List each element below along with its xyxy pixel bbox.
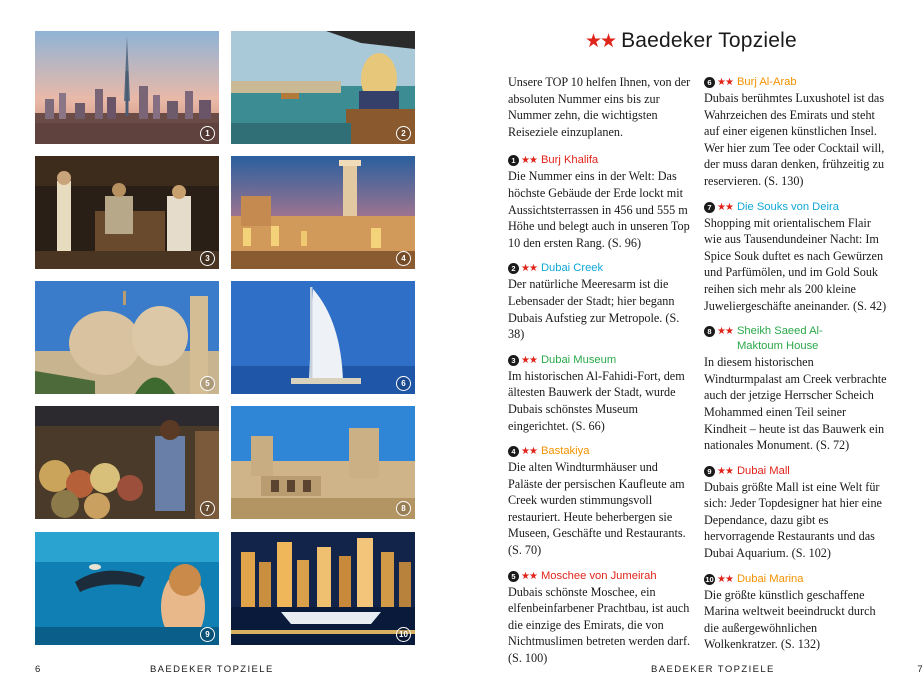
entry-description: Dubais schönste Moschee, ein elfenbeinfarbener Prachtbau, ist auch die einzige des Emirats, die von Nichtmuslimen betreten werden darf. (S. 100): [508, 584, 691, 666]
page-title: [585, 29, 797, 53]
photo-3-dubai-museum: [35, 156, 219, 269]
entry-description: Der natürliche Meeresarm ist die Lebensader der Stadt; hier begann Dubais Aufstieg zur Metropole. (S. 38): [508, 277, 680, 342]
page-title-text: Baedeker Topziele: [621, 29, 797, 52]
text-column-right: [704, 75, 890, 663]
photo-7-souks-deira: [35, 406, 219, 519]
entry-heading: [508, 444, 694, 459]
entry-description: Die Nummer eins in der Welt: Das höchste Gebäude der Erde lockt mit Aussichtsterrassen in 456 und 555 m Höhe und belegt auch in unseren Top 10 den ersten Rang. (S. 96): [508, 169, 690, 250]
entry-title: Dubai Creek: [540, 262, 604, 275]
photo-number-badge: 8: [396, 501, 411, 516]
star-rating-icon: ★★: [521, 446, 537, 458]
topziel-entry: [508, 261, 694, 342]
entry-description: Dubais berühmtes Luxushotel ist das Wahrzeichen des Emirats und steht auf einer eigenen künstlichen Insel. Wer hier zum Tee oder Cocktail will, der muss daran denken, frühzeitig zu reservieren. (S. 130): [704, 91, 885, 188]
topziel-entry: [704, 464, 890, 562]
entry-heading: [508, 569, 694, 584]
page-number-left: 6: [35, 664, 41, 675]
entry-title: Dubai Marina: [736, 572, 804, 585]
entry-number-badge: 1: [508, 155, 519, 166]
entry-heading: [704, 464, 890, 479]
entry-heading: [508, 261, 694, 276]
title-stars-icon: ★★: [585, 31, 616, 52]
footer-right: [651, 664, 923, 675]
entry-heading: [704, 75, 890, 90]
star-rating-icon: ★★: [521, 570, 537, 582]
star-rating-icon: ★★: [717, 77, 733, 88]
topziel-entry: [508, 353, 694, 434]
entry-number-badge: 3: [508, 355, 519, 366]
entry-title: Dubai Mall: [736, 464, 790, 477]
entry-number-badge: 2: [508, 263, 519, 274]
photo-number-badge: 1: [200, 126, 215, 141]
running-footer-right: BAEDEKER TOPZIELE: [651, 664, 775, 675]
star-rating-icon: ★★: [717, 201, 733, 213]
entry-title: Burj Al-Arab: [736, 76, 797, 88]
entry-description: Dubais größte Mall ist eine Welt für sich: Jeder Topdesigner hat hier eine Dependance, dazu gibt es hervorragende Restaurants und das Dubai Aquarium. (S. 102): [704, 479, 882, 561]
topziel-entry: [704, 572, 890, 653]
entry-description: In diesem historischen Windturmpalast am Creek verbrachte auch der jetzige Herrscher Scheich Mohammed einen Teil seiner Kindheit – heute ist das Bauwerk ein nationales Monument. (S. 72): [704, 355, 887, 453]
entry-number-badge: 10: [705, 574, 714, 584]
entry-number-badge: 4: [508, 446, 519, 457]
photo-number-badge: 5: [200, 376, 215, 391]
topziel-entry: [704, 200, 890, 315]
star-rating-icon: ★★: [717, 465, 733, 477]
star-rating-icon: ★★: [521, 354, 537, 366]
footer-left: [35, 664, 274, 675]
star-rating-icon: ★★: [717, 573, 733, 585]
page-number-right: 7: [917, 664, 923, 675]
photo-number-badge: 4: [396, 251, 411, 266]
topziel-entry: [508, 153, 694, 251]
photo-6-burj-al-arab: [231, 281, 415, 394]
photo-number-badge: 10: [396, 627, 411, 642]
running-footer-left: BAEDEKER TOPZIELE: [149, 664, 274, 675]
entry-title: Sheikh Saeed Al-Maktoum House: [736, 325, 823, 353]
entry-title: Moschee von Jumeirah: [540, 569, 657, 582]
text-column-left: [508, 74, 694, 677]
topziel-entry: [704, 324, 890, 454]
photo-number-badge: 2: [396, 126, 411, 141]
entry-title: Dubai Museum: [540, 353, 617, 366]
entry-heading: [704, 324, 890, 354]
entry-number-badge: 9: [704, 466, 715, 477]
photo-4-bastakiya: [231, 156, 415, 269]
photo-number-badge: 3: [200, 251, 215, 266]
photo-10-dubai-marina: [231, 532, 415, 645]
intro-paragraph: Unsere TOP 10 helfen Ihnen, von der absoluten Nummer eins bis zur Nummer zehn, die wichtigsten Reiseziele einzuplanen.: [508, 75, 691, 139]
entry-heading: [508, 353, 694, 368]
entry-number-badge: 7: [704, 202, 715, 213]
photo-1-burj-khalifa-skyline: [35, 31, 219, 144]
entry-description: Die alten Windturmhäuser und Paläste der persischen Kaufleute am Creek wurden stimmungsvoll restauriert. Heute beherbergen sie Museen, Geschäfte und Restaurants. (S. 70): [508, 460, 686, 558]
entry-heading: [704, 200, 890, 215]
topziel-entry: [508, 444, 694, 559]
entry-description: Die größte künstlich geschaffene Marina weltweit beeindruckt durch die außergewöhnlichen Wolkenkratzer. (S. 132): [704, 587, 876, 652]
entry-number-badge: 6: [704, 77, 715, 88]
entry-description: Shopping mit orientalischem Flair wie aus Tausendundeiner Nacht: Im Spice Souk duftet es nach Gewürzen und Parfümölen, und im Gold Souk reihen sich mehr als 200 kleine Juweliergeschäfte aneinander. (S. 42): [704, 215, 887, 313]
topziel-entry: [704, 75, 890, 190]
photo-number-badge: 6: [396, 376, 411, 391]
entry-title: Burj Khalifa: [540, 154, 599, 167]
photo-number-badge: 9: [200, 627, 215, 642]
photo-2-dubai-creek: [231, 31, 415, 144]
photo-9-dubai-mall-aquarium: [35, 532, 219, 645]
star-rating-icon: ★★: [521, 263, 537, 275]
entry-number-badge: 8: [704, 326, 715, 337]
entry-heading: [704, 572, 890, 587]
entry-number-badge: 5: [508, 571, 519, 582]
star-rating-icon: ★★: [717, 326, 733, 338]
entry-title: Bastakiya: [540, 445, 590, 458]
entry-heading: [508, 153, 694, 168]
star-rating-icon: ★★: [521, 155, 537, 167]
entry-description: Im historischen Al-Fahidi-Fort, dem ältesten Bauwerk der Stadt, wurde Dubais schönstes Museum eingerichtet. (S. 66): [508, 368, 685, 433]
photo-5-jumeirah-mosque: [35, 281, 219, 394]
entry-title: Die Souks von Deira: [736, 200, 839, 213]
photo-8-sheikh-saeed-house: [231, 406, 415, 519]
photo-number-badge: 7: [200, 501, 215, 516]
topziel-entry: [508, 569, 694, 667]
